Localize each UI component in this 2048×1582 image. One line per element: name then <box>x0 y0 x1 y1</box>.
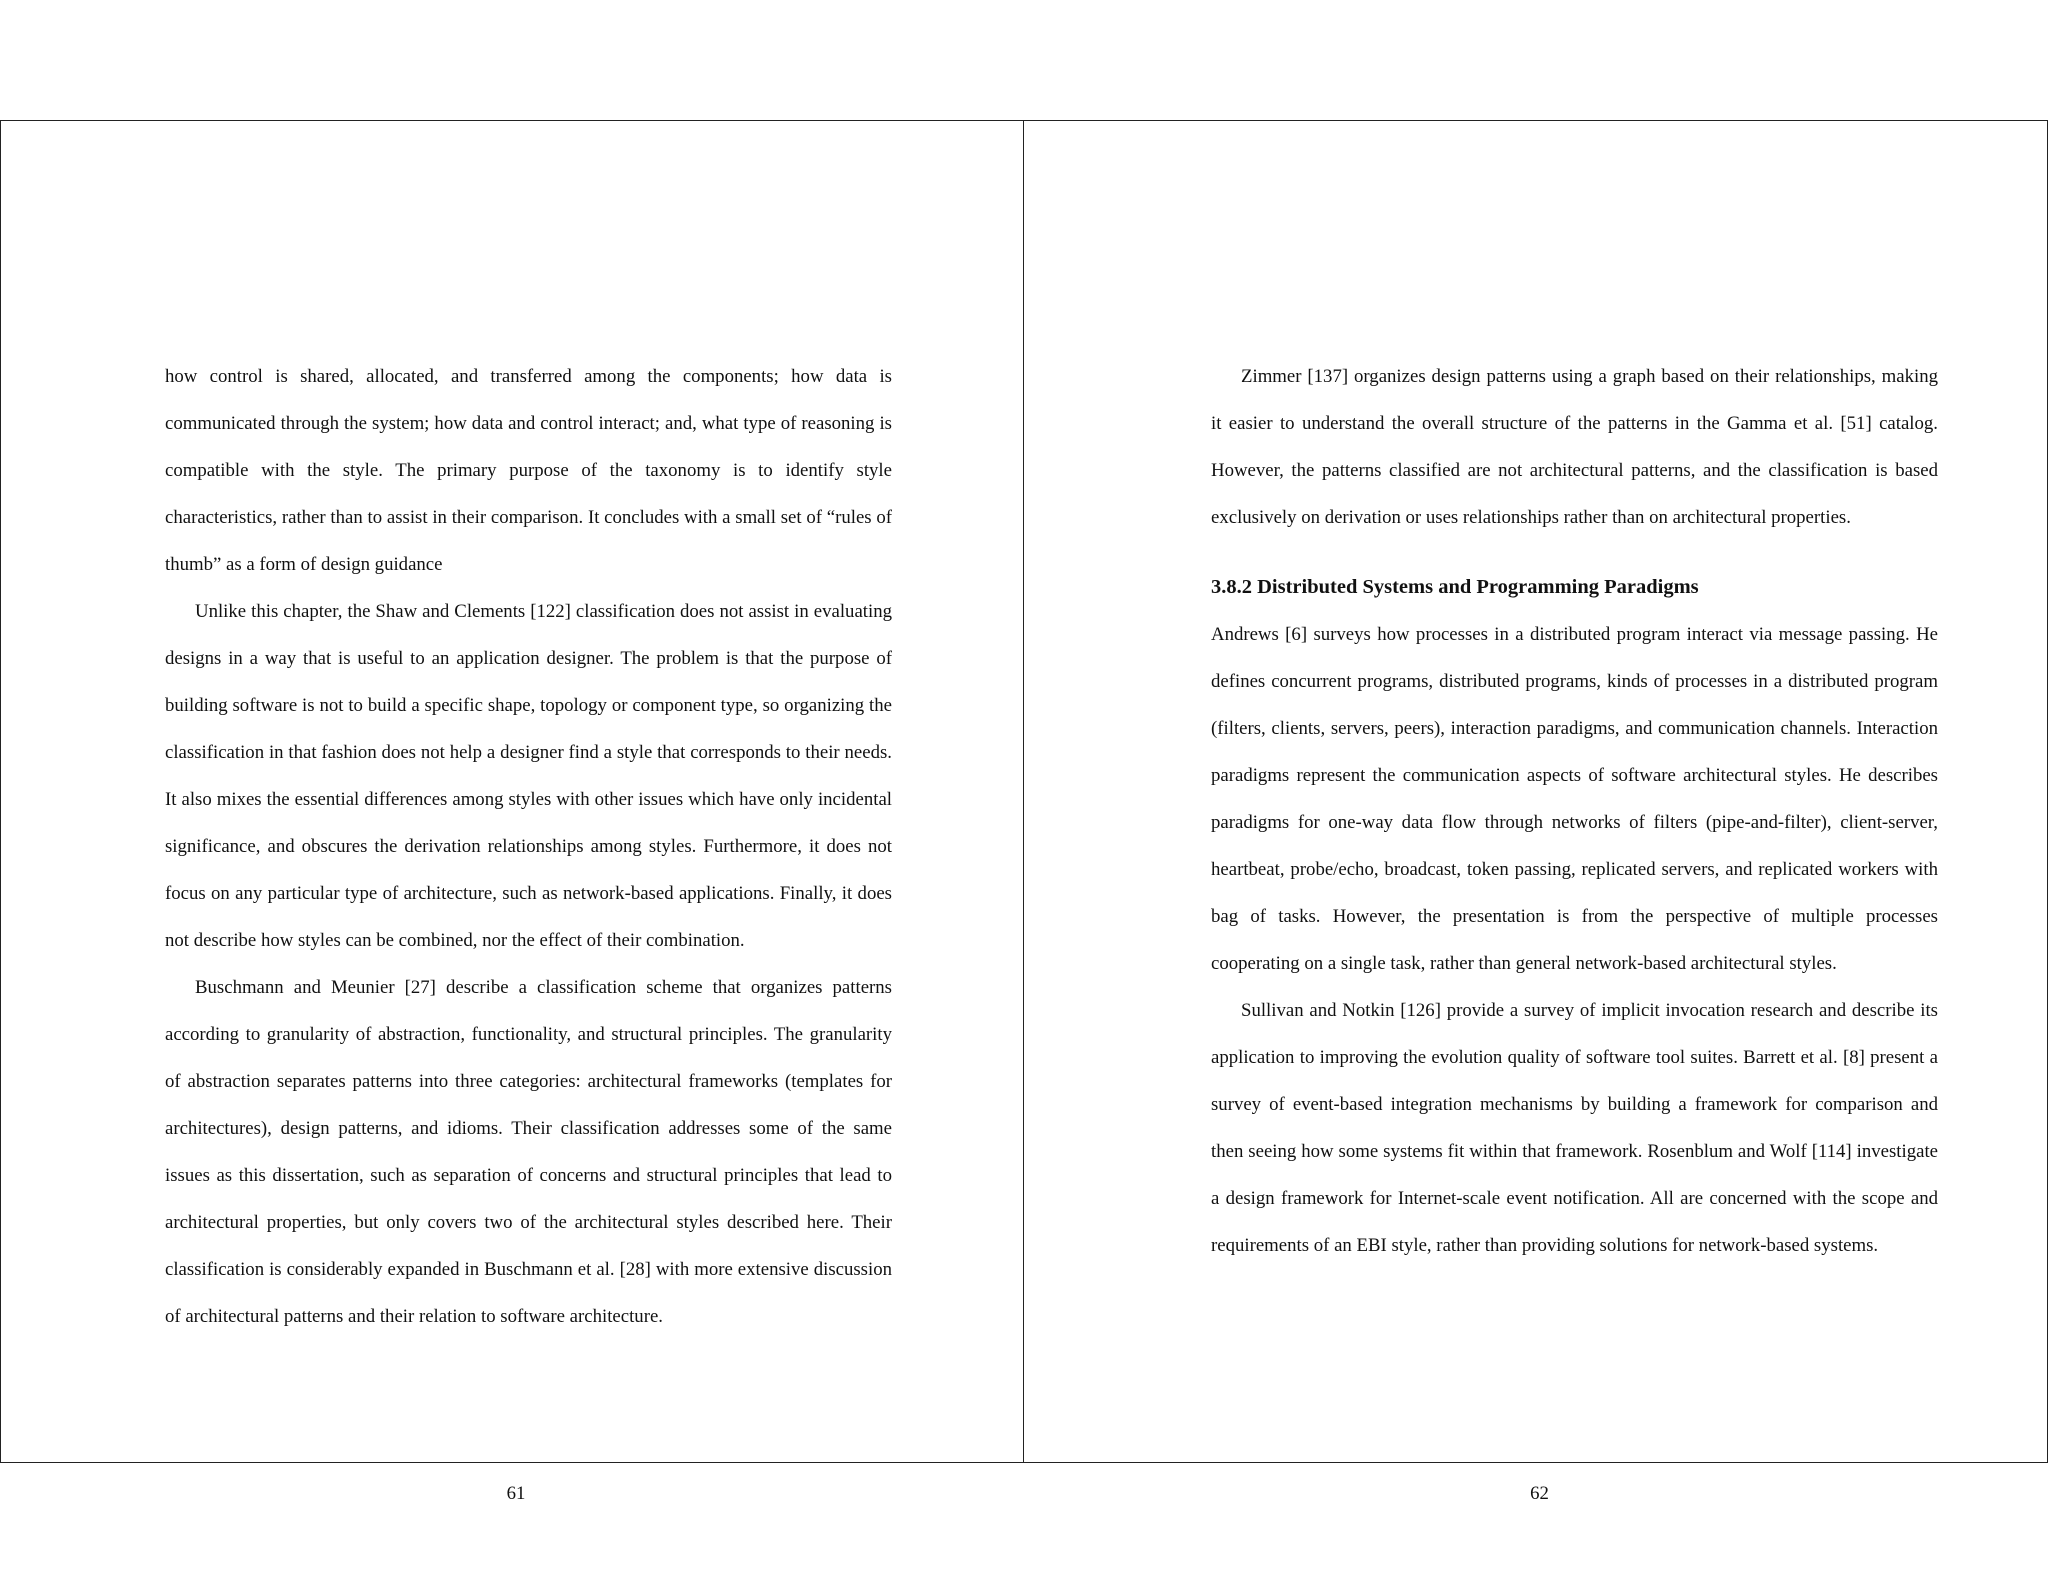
page-number-right: 62 <box>1530 1483 1549 1504</box>
paragraph-shaw-clements: Unlike this chapter, the Shaw and Clements [122] classification does not assist in evaluating designs in a way that is useful to an application designer. The problem is that the purpose of building software is not to build a specific shape, topology or component type, so organizing the classification in that fashion does not help a designer find a style that corresponds to their needs. It also mixes the essential differences among styles with other issues which have only incidental significance, and obscures the derivation relationships among styles. Furthermore, it does not focus on any particular type of architecture, such as network-based applications. Finally, it does not describe how styles can be combined, nor the effect of their combination. <box>165 601 892 951</box>
paragraph-buschmann-meunier: Buschmann and Meunier [27] describe a classification scheme that organizes patterns according to granularity of abstraction, functionality, and structural principles. The granularity of abstraction separates patterns into three categories: architectural frameworks (templates for architectures), design patterns, and idioms. Their classification addresses some of the same issues as this dissertation, such as separation of concerns and structural principles that lead to architectural properties, but only covers two of the architectural styles described here. Their classification is considerably expanded in Buschmann et al. [28] with more extensive discussion of architectural patterns and their relation to software architecture. <box>165 977 892 1327</box>
left-page-body <box>165 353 892 1340</box>
paragraph-continued: how control is shared, allocated, and transferred among the components; how data is communicated through the system; how data and control interact; and, what type of reasoning is compatible with the style. The primary purpose of the taxonomy is to identify style characteristics, rather than to assist in their comparison. It concludes with a small set of “rules of thumb” as a form of design guidance <box>165 366 892 575</box>
section-heading: 3.8.2 Distributed Systems and Programming Paradigms <box>1211 576 1699 598</box>
page-number-left: 61 <box>506 1483 526 1504</box>
page-spread <box>0 120 2048 1504</box>
right-page <box>1024 121 2047 1504</box>
right-page-body <box>1211 353 1938 1269</box>
left-page <box>1 121 1024 1504</box>
paragraph-zimmer: Zimmer [137] organizes design patterns using a graph based on their relationships, making it easier to understand the overall structure of the patterns in the Gamma et al. [51] catalog. However, the patterns classified are not architectural patterns, and the classification is based exclusively on derivation or uses relationships rather than on architectural properties. <box>1211 366 1938 528</box>
paragraph-sullivan-notkin: Sullivan and Notkin [126] provide a survey of implicit invocation research and describe its application to improving the evolution quality of software tool suites. Barrett et al. [8] present a survey of event-based integration mechanisms by building a framework for comparison and then seeing how some systems fit within that framework. Rosenblum and Wolf [114] investigate a design framework for Internet-scale event notification. All are concerned with the scope and requirements of an EBI style, rather than providing solutions for network-based systems. <box>1211 1000 1938 1256</box>
paragraph-andrews: Andrews [6] surveys how processes in a distributed program interact via message passing. He defines concurrent programs, distributed programs, kinds of processes in a distributed program (filters, clients, servers, peers), interaction paradigms, and communication channels. Interaction paradigms represent the communication aspects of software architectural styles. He describes paradigms for one-way data flow through networks of filters (pipe-and-filter), client-server, heartbeat, probe/echo, broadcast, token passing, replicated servers, and replicated workers with bag of tasks. However, the presentation is from the perspective of multiple processes cooperating on a single task, rather than general network-based architectural styles. <box>1211 624 1938 974</box>
